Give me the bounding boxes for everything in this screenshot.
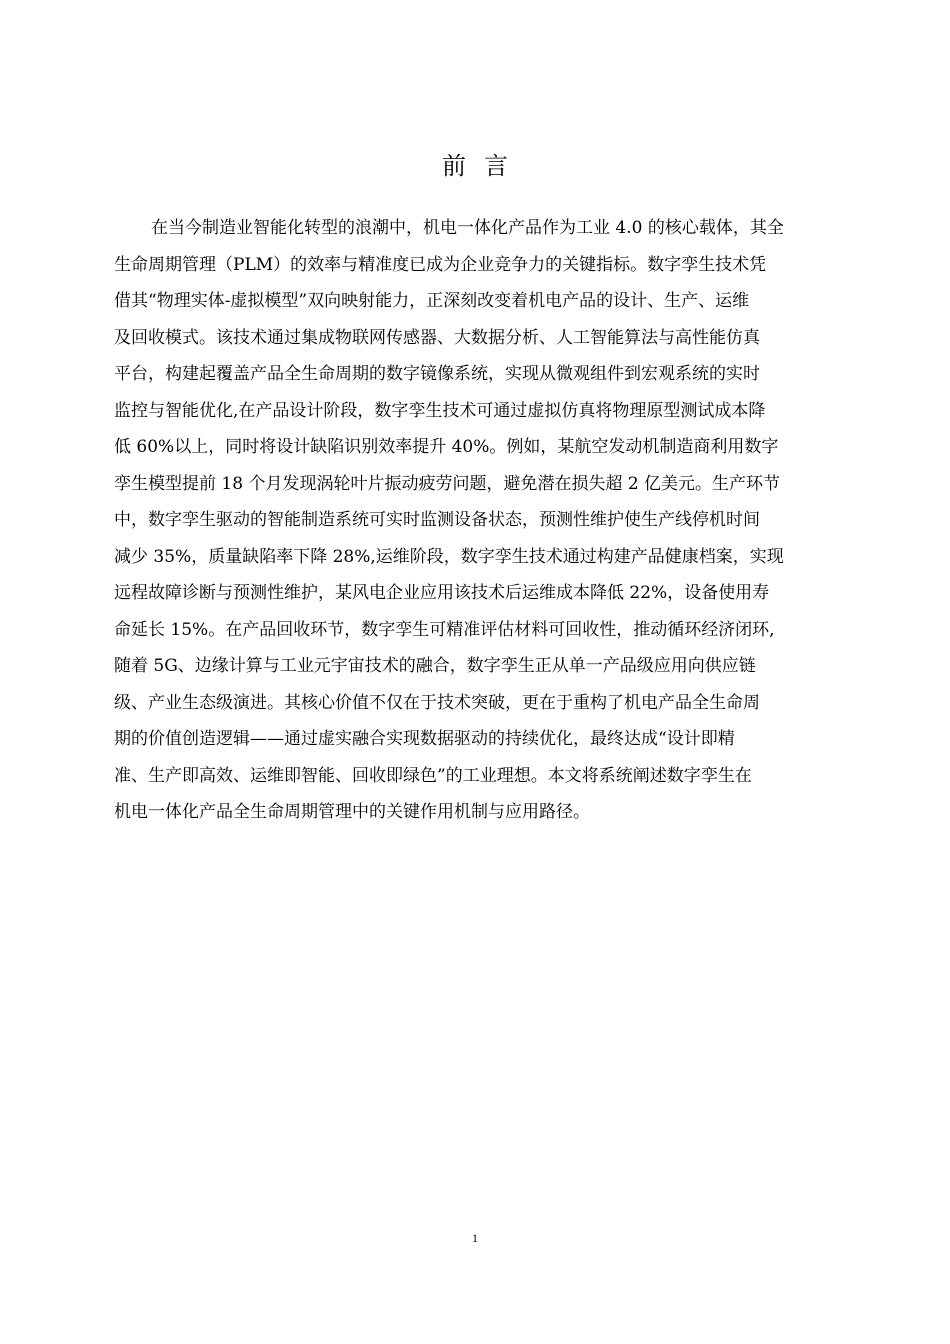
paragraph-line: 期的价值创造逻辑——通过虚实融合实现数据驱动的持续优化，最终达成“设计即精 bbox=[114, 729, 735, 749]
paragraph-line: 级、产业生态级演进。其核心价值不仅在于技术突破，更在于重构了机电产品全生命周 bbox=[114, 692, 760, 713]
paragraph-line: 孪生模型提前 18 个月发现涡轮叶片振动疲劳问题，避免潜在损失超 2 亿美元。生产环节 bbox=[114, 473, 781, 494]
paragraph-line: 减少 35%，质量缺陷率下降 28%,运维阶段，数字孪生技术通过构建产品健康档案，实现 bbox=[114, 546, 784, 567]
paragraph-line: 命延长 15%。在产品回收环节，数字孪生可精准评估材料可回收性，推动循环经济闭环, bbox=[114, 619, 775, 640]
paragraph-line: 监控与智能优化,在产品设计阶段，数字孪生技术可通过虚拟仿真将物理原型测试成本降 bbox=[114, 400, 766, 421]
paragraph-line: 准、生产即高效、运维即智能、回收即绿色”的工业理想。本文将系统阐述数字孪生在 bbox=[114, 765, 752, 786]
paragraph-line: 中，数字孪生驱动的智能制造系统可实时监测设备状态，预测性维护使生产线停机时间 bbox=[114, 510, 760, 530]
paragraph-line: 及回收模式。该技术通过集成物联网传感器、大数据分析、人工智能算法与高性能仿真 bbox=[114, 327, 760, 348]
paragraph-line: 低 60%以上，同时将设计缺陷识别效率提升 40%。例如，某航空发动机制造商利用数字 bbox=[114, 437, 779, 457]
paragraph-line: 生命周期管理（PLM）的效率与精准度已成为企业竞争力的关键指标。数字孪生技术凭 bbox=[114, 254, 767, 275]
preface-paragraph bbox=[114, 210, 854, 831]
paragraph-line: 远程故障诊断与预测性维护，某风电企业应用该技术后运维成本降低 22%，设备使用寿 bbox=[114, 583, 770, 603]
paragraph-line: 借其“物理实体-虚拟模型”双向映射能力，正深刻改变着机电产品的设计、生产、运维 bbox=[114, 291, 750, 311]
paragraph-line: 机电一体化产品全生命周期管理中的关键作用机制与应用路径。 bbox=[114, 802, 590, 822]
paragraph-line: 平台，构建起覆盖产品全生命周期的数字镜像系统，实现从微观组件到宏观系统的实时 bbox=[114, 364, 760, 384]
page-number: 1 bbox=[472, 1231, 478, 1245]
paragraph-line: 随着 5G、边缘计算与工业元宇宙技术的融合，数字孪生正从单一产品级应用向供应链 bbox=[114, 656, 756, 676]
page-title: 前言 bbox=[442, 152, 526, 180]
paragraph-line: 在当今制造业智能化转型的浪潮中，机电一体化产品作为工业 4.0 的核心载体，其全 bbox=[151, 218, 784, 238]
